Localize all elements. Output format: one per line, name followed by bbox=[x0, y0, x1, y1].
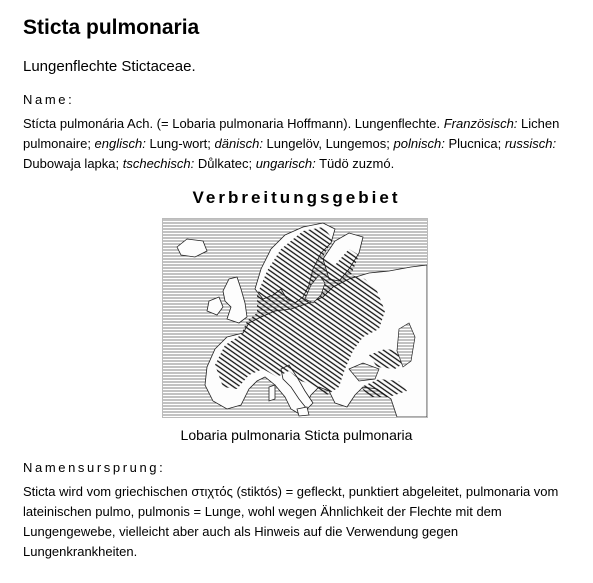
figure-caption: Lobaria pulmonaria Sticta pulmonaria bbox=[180, 427, 413, 443]
origin-paragraph: Sticta wird vom griechischen στιχτός (stiktós) = gefleckt, punktiert abgeleitet, pulmonaria vom lateinischen pulmo, pulmonis = Lunge, wohl wegen Ähnlichkeit der Flechte mit dem Lungengewebe, vielleicht aber auch als Hinweis auf die Verwendung gegen Lungenkrankheiten. bbox=[23, 484, 559, 559]
origin-section-label: Namensursprung: bbox=[23, 460, 166, 475]
name-section-label: Name: bbox=[23, 92, 75, 107]
page-title: Sticta pulmonaria bbox=[23, 16, 200, 39]
figure-title: Verbreitungsgebiet bbox=[192, 188, 401, 207]
name-paragraph: Stícta pulmonária Ach. (= Lobaria pulmonaria Hoffmann). Lungenflechte. Französisch: Lichen pulmonaire; englisch: Lung-wort; dänisch: Lungelöv, Lungemos; polnisch: Plucnica; russisch: Dubowaja lapka; tschechisch: Důlkatec; ungarisch: Tüdö zuzmó. bbox=[23, 116, 560, 171]
europe-map-image bbox=[163, 219, 427, 417]
subtitle: Lungenflechte Stictaceae. bbox=[23, 58, 196, 75]
distribution-map bbox=[162, 218, 428, 418]
